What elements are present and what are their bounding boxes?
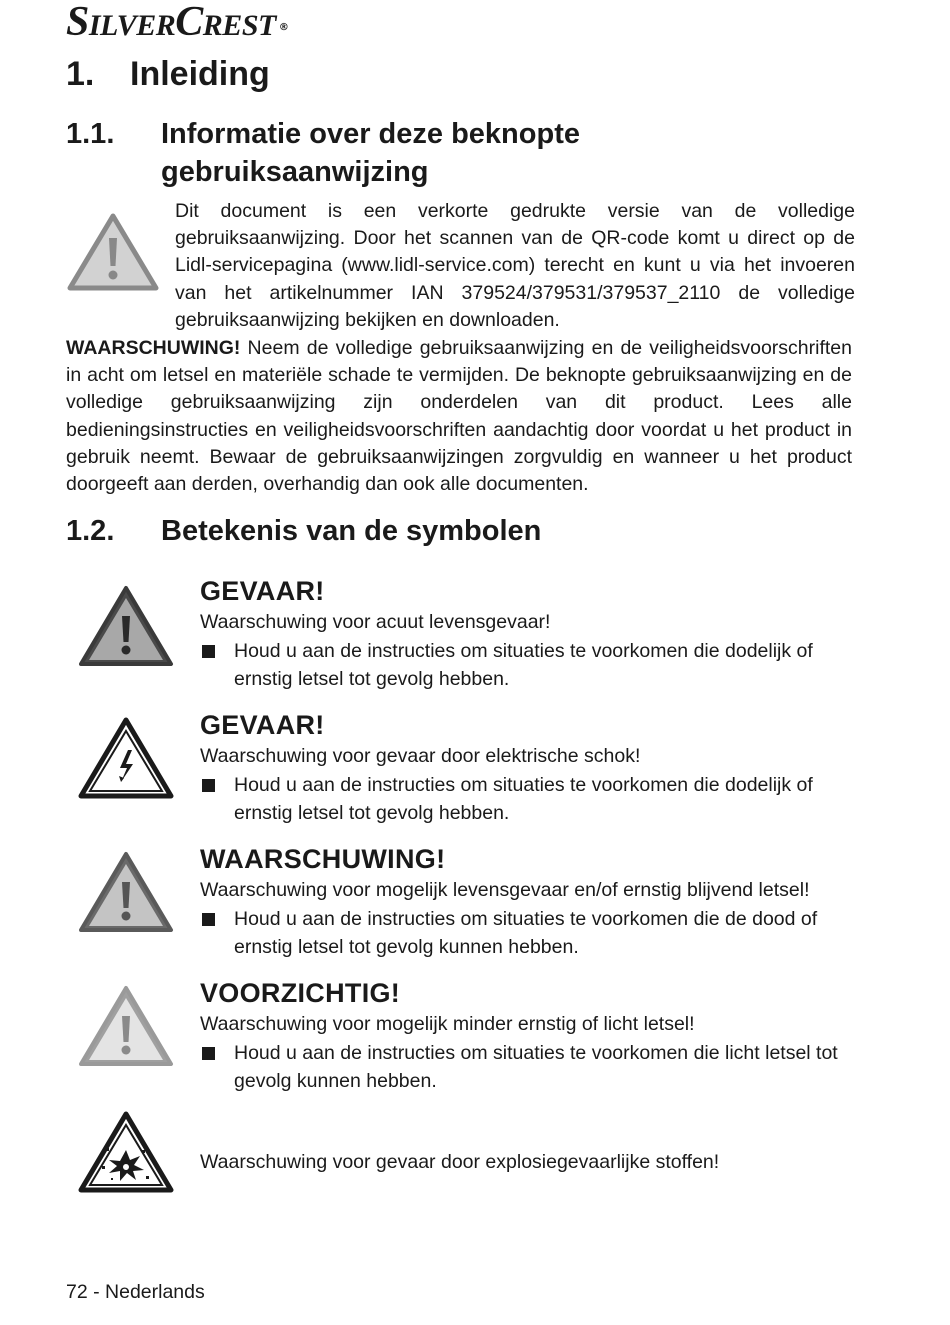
section-title: Informatie over deze beknopte gebruiksaanwijzing bbox=[161, 118, 580, 188]
warning-exclamation-icon bbox=[78, 850, 174, 934]
symbol-description: Waarschuwing voor mogelijk minder ernstig of licht letsel! bbox=[200, 1013, 695, 1035]
symbol-heading: GEVAAR! bbox=[200, 576, 325, 606]
bullet-text: Houd u aan de instructies om situaties te voorkomen die dodelijk of ernstig letsel tot gevolg hebben. bbox=[234, 774, 813, 824]
section-number: 1. bbox=[66, 55, 95, 93]
page-footer: 72 - Nederlands bbox=[66, 1281, 205, 1303]
list-item bbox=[200, 906, 840, 961]
section-title: Betekenis van de symbolen bbox=[161, 515, 542, 547]
symbol-description: Waarschuwing voor mogelijk levensgevaar en/of ernstig blijvend letsel! bbox=[200, 879, 810, 901]
caution-exclamation-icon bbox=[78, 984, 174, 1068]
brand-logo: S ILVER C REST ® bbox=[66, 2, 288, 48]
list-item bbox=[200, 638, 840, 693]
section-1-heading bbox=[66, 52, 270, 96]
bullet-square-icon bbox=[202, 913, 215, 926]
bullet-text: Houd u aan de instructies om situaties te voorkomen die licht letsel tot gevolg kunnen hebben. bbox=[234, 1042, 838, 1092]
section-number: 1.2. bbox=[66, 515, 115, 547]
explosive-icon bbox=[78, 1110, 174, 1194]
warning-triangle-icon bbox=[66, 212, 160, 292]
bullet-square-icon bbox=[202, 645, 215, 658]
section-1-2-heading bbox=[66, 512, 681, 550]
symbol-description: Waarschuwing voor gevaar door elektrische schok! bbox=[200, 745, 641, 767]
symbol-description: Waarschuwing voor gevaar door explosiegevaarlijke stoffen! bbox=[200, 1151, 720, 1173]
intro-paragraph: Dit document is een verkorte gedrukte versie van de volledige gebruiksaanwijzing. Door het scannen van de QR-code komt u direct op de Lidl-servicepagina (www.lidl-service.com) terecht en kunt u via het invoeren van het artikelnummer IAN 379524/379531/379537_2110 de volledige gebruiksaanwijzing bekijken en downloaden. bbox=[175, 200, 855, 331]
warning-paragraph bbox=[66, 335, 852, 498]
section-title: Inleiding bbox=[130, 55, 270, 93]
symbol-description: Waarschuwing voor acuut levensgevaar! bbox=[200, 611, 551, 633]
symbol-heading: GEVAAR! bbox=[200, 710, 325, 740]
registered-mark: ® bbox=[278, 22, 289, 33]
warning-label: WAARSCHUWING! bbox=[66, 337, 241, 359]
bullet-square-icon bbox=[202, 779, 215, 792]
electric-shock-icon bbox=[78, 716, 174, 800]
symbol-heading: VOORZICHTIG! bbox=[200, 978, 401, 1008]
section-number: 1.1. bbox=[66, 118, 115, 150]
section-1-1-heading bbox=[66, 115, 681, 191]
bullet-square-icon bbox=[202, 1047, 215, 1060]
bullet-text: Houd u aan de instructies om situaties te voorkomen die de dood of ernstig letsel tot gevolg kunnen hebben. bbox=[234, 908, 818, 958]
warning-text: Neem de volledige gebruiksaanwijzing en de veiligheidsvoorschriften in acht om letsel en materiële schade te vermijden. De beknopte gebruiksaanwijzing en de volledige gebruiksaanwijzing zijn onderdelen van dit product. Lees alle bedieningsinstructies en veiligheidsvoorschriften aandachtig door voordat u het product in gebruik neemt. Bewaar de gebruiksaanwijzingen zorgvuldig en wanneer u het product doorgeeft aan derden, overhandig dan ook alle documenten. bbox=[66, 337, 852, 496]
bullet-text: Houd u aan de instructies om situaties te voorkomen die dodelijk of ernstig letsel tot gevolg hebben. bbox=[234, 640, 813, 690]
list-item bbox=[200, 1040, 840, 1095]
danger-exclamation-icon bbox=[78, 584, 174, 668]
list-item bbox=[200, 772, 840, 827]
symbol-heading: WAARSCHUWING! bbox=[200, 844, 446, 874]
